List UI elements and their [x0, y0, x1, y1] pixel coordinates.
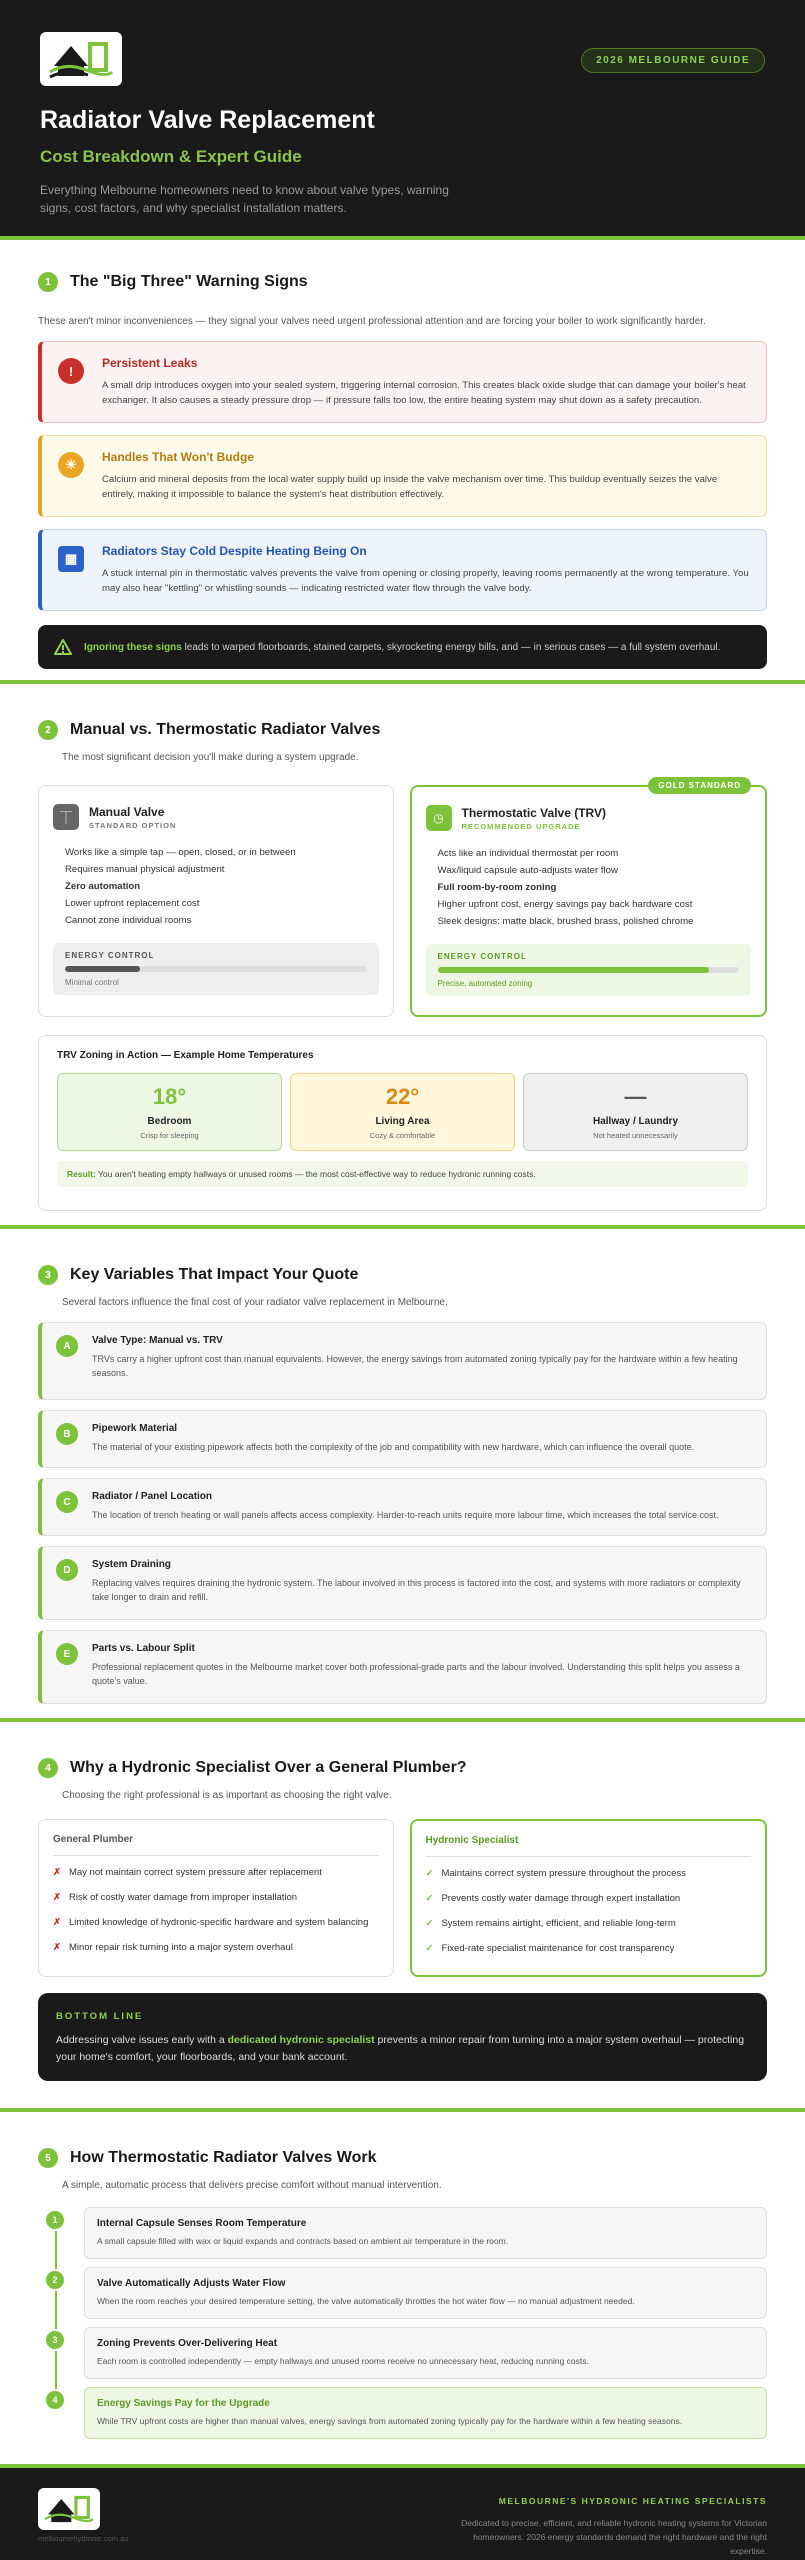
variable-title: System Draining: [92, 1559, 171, 1570]
step-text: When the room reaches your desired temperature setting, the valve automatically throttles the hot water flow — no manual adjustment needed.: [97, 2296, 635, 2306]
alert-circle-icon: !: [58, 358, 84, 384]
list-item: Works like a simple tap — open, closed, or in between: [65, 847, 296, 858]
section-subtitle: These aren't minor inconveniences — they signal your valves need urgent professional attention and are forcing your boiler to work significantly harder.: [38, 316, 706, 327]
variable-title: Valve Type: Manual vs. TRV: [92, 1335, 223, 1346]
room-card-bedroom: [57, 1073, 282, 1151]
clock-icon: ◷: [426, 805, 452, 831]
room-card-hallway: [523, 1073, 748, 1151]
feature-list: [426, 845, 752, 930]
variable-text: TRVs carry a higher upfront cost than manual equivalents. However, the energy savings from automated zoning typically pay for the hardware within a few heating seasons.: [92, 1354, 738, 1378]
page-subtitle: Cost Breakdown & Expert Guide: [40, 147, 302, 166]
room-temp: 18°: [152, 1084, 187, 1109]
step-item: [38, 2327, 767, 2379]
footer-tagline: MELBOURNE'S HYDRONIC HEATING SPECIALISTS: [498, 2496, 767, 2506]
general-plumber-column: [38, 1819, 394, 1977]
valve-icon: ⏉: [53, 804, 79, 830]
bottom-line-text: [56, 2032, 749, 2066]
cross-icon: ✗: [53, 1867, 61, 1878]
footer-url[interactable]: melbournehydronic.com.au: [38, 2534, 129, 2543]
check-icon: ✓: [425, 1943, 434, 1954]
section-valve-comparison: [0, 684, 805, 1229]
energy-bar: [438, 967, 740, 973]
item-text: May not maintain correct system pressure after replacement: [68, 1867, 322, 1878]
list-item: Sleek designs: matte black, brushed brass, polished chrome: [437, 916, 694, 927]
variable-text: Professional replacement quotes in the Melbourne market cover both professional-grade parts and the labour involved. Understanding this split helps you assess a quote's value.: [92, 1662, 740, 1686]
warning-title: Handles That Won't Budge: [102, 450, 254, 464]
variable-card: [38, 1546, 767, 1620]
list-item: [53, 1910, 379, 1935]
item-text: Fixed-rate specialist maintenance for cost transparency: [441, 1943, 675, 1954]
text-strong: dedicated hydronic specialist: [227, 2034, 375, 2046]
column-title: General Plumber: [53, 1834, 379, 1856]
step-text: While TRV upfront costs are higher than manual valves, energy savings from automated zoning typically pay for the hardware within a few heating seasons.: [97, 2416, 683, 2426]
variable-letter: B: [56, 1423, 78, 1445]
hero: [0, 0, 805, 240]
item-text: Limited knowledge of hydronic-specific hardware and system balancing: [68, 1917, 369, 1928]
zoning-example: [38, 1035, 767, 1211]
energy-note: Minimal control: [65, 978, 119, 987]
room-name: Living Area: [375, 1116, 430, 1127]
trv-card: [410, 781, 768, 1017]
warning-text: Calcium and mineral deposits from the local water supply build up inside the valve mechanism over time. This buildup eventually seizes the valve entirely, making it impossible to balance the system's heat distribution effectively.: [102, 474, 718, 500]
variable-text: Replacing valves requires draining the hydronic system. The labour involved in this process is factored into the cost, and systems with more radiators or complexity take longer to drain and refill.: [92, 1578, 741, 1602]
section-warning-signs: [0, 240, 805, 684]
section-number: 4: [38, 1758, 58, 1778]
column-title: Hydronic Specialist: [426, 1835, 752, 1857]
list-item: [53, 1885, 379, 1910]
step-item: [38, 2207, 767, 2259]
card-title: Manual Valve: [89, 804, 165, 819]
warning-title: Radiators Stay Cold Despite Heating Being On: [102, 544, 367, 558]
step-item: [38, 2267, 767, 2319]
energy-label: ENERGY CONTROL: [65, 951, 155, 960]
room-name: Bedroom: [147, 1116, 192, 1127]
variable-title: Pipework Material: [92, 1423, 178, 1434]
check-icon: ✓: [425, 1918, 434, 1929]
variable-letter: A: [56, 1335, 78, 1357]
text-part: Addressing valve issues early with a: [56, 2034, 228, 2046]
footer-description: Dedicated to precise, efficient, and reliable hydronic heating systems for Victorian homeowners. 2026 energy standards demand the right hardware and the right expertise.: [461, 2518, 767, 2556]
hydronic-specialist-column: [410, 1819, 768, 1977]
variable-card: [38, 1630, 767, 1704]
variable-text: The location of trench heating or wall panels affects access complexity. Harder-to-reach units require more labour time, which increases the total service cost.: [92, 1510, 719, 1520]
card-title: Thermostatic Valve (TRV): [461, 805, 606, 820]
section-title: Key Variables That Impact Your Quote: [70, 1266, 359, 1283]
alert-text: leads to warped floorboards, stained carpets, skyrocketing energy bills, and — in serious cases — a full system overhaul.: [181, 641, 721, 653]
energy-control-box: [53, 943, 379, 995]
variable-card: [38, 1410, 767, 1468]
footer-logo: [38, 2488, 100, 2530]
zoning-result: [57, 1161, 748, 1187]
step-title: Zoning Prevents Over-Delivering Heat: [97, 2338, 278, 2349]
result-label: Result:: [67, 1169, 96, 1179]
list-item: Higher upfront cost, energy savings pay back hardware cost: [437, 899, 693, 910]
list-item: Requires manual physical adjustment: [65, 864, 225, 875]
energy-note: Precise, automated zoning: [437, 979, 533, 988]
section-specialist: [0, 1722, 805, 2112]
check-icon: ✓: [425, 1868, 434, 1879]
variable-title: Parts vs. Labour Split: [92, 1643, 195, 1654]
section-title: Manual vs. Thermostatic Radiator Valves: [70, 721, 381, 738]
bottom-line-label: BOTTOM LINE: [56, 2011, 144, 2022]
section-subtitle: The most significant decision you'll make during a system upgrade.: [62, 752, 359, 763]
section-number: 1: [38, 272, 58, 292]
energy-bar: [65, 966, 367, 972]
list-item: [53, 1860, 379, 1885]
list-item: [426, 1936, 752, 1961]
timeline-line: [55, 2217, 57, 2409]
list-item: [53, 1935, 379, 1960]
footer: [0, 2468, 805, 2560]
step-number: 1: [44, 2209, 66, 2231]
section-subtitle: Several factors influence the final cost of your radiator valve replacement in Melbourne.: [62, 1297, 448, 1308]
energy-label: ENERGY CONTROL: [437, 952, 527, 961]
calendar-icon: ▦: [58, 546, 84, 572]
warning-text: A stuck internal pin in thermostatic valves prevents the valve from opening or closing properly, leaving rooms permanently at the wrong temperature. You may also hear "kettling" or whistling sounds — indicating restricted water flow through the valve body.: [102, 568, 749, 594]
alert-strong: Ignoring these signs: [84, 641, 182, 653]
warning-card-handles: [38, 435, 767, 517]
check-icon: ✓: [425, 1893, 434, 1904]
variable-letter: C: [56, 1491, 78, 1513]
item-text: Risk of costly water damage from improper installation: [68, 1892, 298, 1903]
variable-card: [38, 1478, 767, 1536]
room-temp: —: [624, 1084, 647, 1109]
logo: [40, 32, 122, 86]
variable-letter: D: [56, 1559, 78, 1581]
warning-title: Persistent Leaks: [102, 356, 198, 370]
card-tag: STANDARD OPTION: [89, 820, 177, 830]
warning-card-leaks: [38, 341, 767, 423]
result-text: You aren't heating empty hallways or unused rooms — the most cost-effective way to reduce hydronic running costs.: [95, 1169, 536, 1179]
section-subtitle: Choosing the right professional is as important as choosing the right valve.: [62, 1790, 392, 1801]
section-subtitle: A simple, automatic process that delivers precise comfort without manual intervention.: [62, 2180, 442, 2191]
section-number: 5: [38, 2148, 58, 2168]
list-item: Lower upfront replacement cost: [65, 898, 200, 909]
variable-card: [38, 1322, 767, 1400]
room-temp: 22°: [385, 1084, 420, 1109]
gold-standard-badge: GOLD STANDARD: [648, 777, 751, 794]
section-title: Why a Hydronic Specialist Over a General Plumber?: [70, 1759, 467, 1776]
guide-badge: 2026 MELBOURNE GUIDE: [581, 48, 765, 73]
manual-valve-card: [38, 785, 394, 1017]
item-text: System remains airtight, efficient, and reliable long-term: [441, 1918, 676, 1929]
room-note: Cozy & comfortable: [369, 1131, 436, 1140]
cross-icon: ✗: [53, 1892, 61, 1903]
page-title: Radiator Valve Replacement: [40, 106, 375, 134]
room-card-living: [290, 1073, 515, 1151]
section-number: 2: [38, 720, 58, 740]
list-item: Cannot zone individual rooms: [65, 915, 192, 926]
card-tag: RECOMMENDED UPGRADE: [461, 821, 581, 831]
room-note: Not heated unnecessarily: [593, 1131, 678, 1140]
step-title: Energy Savings Pay for the Upgrade: [97, 2398, 270, 2409]
house-logo-icon: [42, 2491, 96, 2527]
zoning-title: TRV Zoning in Action — Example Home Temperatures: [57, 1050, 314, 1061]
list-item: Zero automation: [65, 881, 141, 892]
list-item: [426, 1861, 752, 1886]
sun-icon: ☀: [58, 452, 84, 478]
section-title: The "Big Three" Warning Signs: [70, 273, 308, 290]
item-text: Maintains correct system pressure throughout the process: [441, 1868, 686, 1879]
room-note: Crisp for sleeping: [140, 1131, 199, 1140]
warning-alert-bar: [38, 625, 767, 669]
bottom-line-box: [38, 1993, 767, 2081]
list-item: Wax/liquid capsule auto-adjusts water flow: [437, 865, 618, 876]
step-title: Valve Automatically Adjusts Water Flow: [97, 2278, 286, 2289]
section-how-trv-works: [0, 2112, 805, 2468]
text-part: prevents a minor repair from turning into a major system overhaul — protecting your home's comfort, your floorboards, and your bank account.: [56, 2034, 745, 2063]
step-title: Internal Capsule Senses Room Temperature: [97, 2218, 307, 2229]
section-title: How Thermostatic Radiator Valves Work: [70, 2149, 377, 2166]
warning-triangle-icon: [54, 639, 72, 655]
room-name: Hallway / Laundry: [592, 1116, 679, 1127]
steps-timeline: [38, 2207, 767, 2439]
list-item: [426, 1911, 752, 1936]
list-item: Full room-by-room zoning: [437, 882, 557, 893]
variable-title: Radiator / Panel Location: [92, 1491, 213, 1502]
feature-list: [53, 844, 379, 929]
item-text: Prevents costly water damage through expert installation: [441, 1893, 681, 1904]
hero-intro: Everything Melbourne homeowners need to know about valve types, warning signs, cost factors, and why specialist installation matters.: [40, 183, 449, 215]
step-item: [38, 2387, 767, 2439]
section-number: 3: [38, 1265, 58, 1285]
item-text: Minor repair risk turning into a major system overhaul: [68, 1942, 293, 1953]
variable-text: The material of your existing pipework affects both the complexity of the job and compatibility with new hardware, which can influence the overall quote.: [92, 1442, 695, 1452]
section-quote-variables: [0, 1229, 805, 1722]
step-text: Each room is controlled independently — empty hallways and unused rooms receive no unnecessary heat, reducing running costs.: [97, 2356, 589, 2366]
energy-control-box: [426, 944, 752, 996]
list-item: Acts like an individual thermostat per room: [437, 848, 619, 859]
warning-text: A small drip introduces oxygen into your sealed system, triggering internal corrosion. This creates black oxide sludge that can damage your boiler's heat exchanger. It also causes a steady pressure drop — if pressure falls too low, the entire heating system may shut down as a safety precaution.: [102, 380, 746, 406]
cross-icon: ✗: [53, 1942, 61, 1953]
step-number: 2: [44, 2269, 66, 2291]
step-number: 4: [44, 2389, 66, 2411]
house-logo-icon: [46, 36, 116, 82]
warning-card-cold-radiators: [38, 529, 767, 611]
step-number: 3: [44, 2329, 66, 2351]
cross-icon: ✗: [53, 1917, 61, 1928]
variable-letter: E: [56, 1643, 78, 1665]
list-item: [426, 1886, 752, 1911]
step-text: A small capsule filled with wax or liquid expands and contracts based on ambient air temperature in the room.: [97, 2236, 509, 2246]
